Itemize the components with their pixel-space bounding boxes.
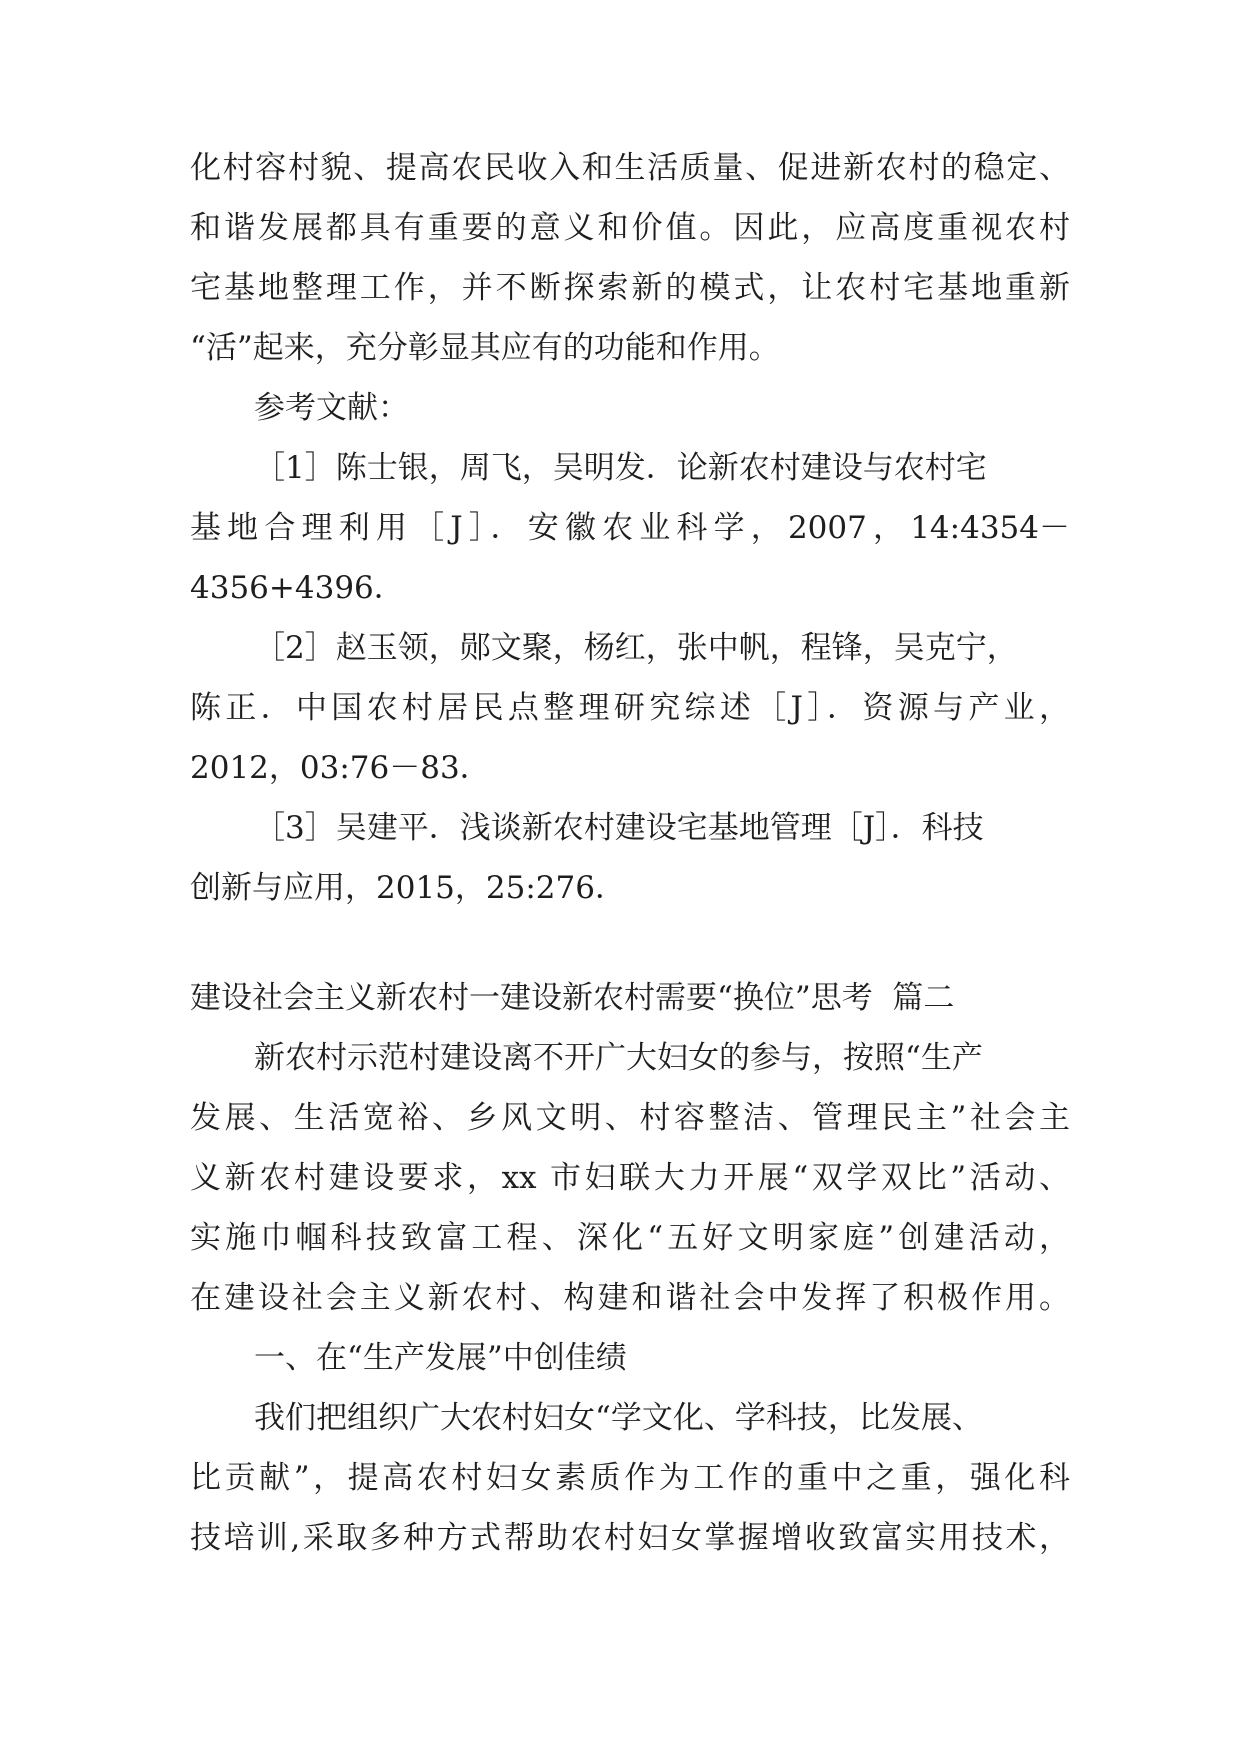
reference-item-cont: 2012，03:76－83． (190, 750, 491, 786)
text-line: 化村容村貌、提高农民收入和生活质量、促进新农村的稳定、 (190, 150, 1070, 186)
text-line: “活”起来，充分彰显其应有的功能和作用。 (190, 330, 780, 366)
text-line: 和谐发展都具有重要的意义和价值。因此，应高度重视农村 (190, 210, 1070, 246)
references-heading: 参考文献： (254, 390, 409, 426)
subsection-heading: 一、在“生产发展”中创佳绩 (254, 1340, 627, 1376)
text-line: 发展、生活宽裕、乡风文明、村容整洁、管理民主”社会主 (190, 1100, 1070, 1136)
reference-item: ［3］吴建平．浅谈新农村建设宅基地管理［J］．科技 (254, 810, 984, 846)
text-line: 比贡献”，提高农村妇女素质作为工作的重中之重，强化科 (190, 1460, 1070, 1496)
reference-item-cont: 陈正．中国农村居民点整理研究综述［J］．资源与产业， (190, 690, 1070, 726)
text-line: 新农村示范村建设离不开广大妇女的参与，按照“生产 (254, 1040, 983, 1076)
reference-item: ［2］赵玉领，郧文聚，杨红，张中帆，程锋，吴克宁， (254, 630, 1018, 666)
text-line: 义新农村建设要求，xx 市妇联大力开展“双学双比”活动、 (190, 1160, 1070, 1196)
text-line: 实施巾帼科技致富工程、深化“五好文明家庭”创建活动， (190, 1220, 1070, 1256)
reference-item: ［1］陈士银，周飞，吴明发．论新农村建设与农村宅 (254, 450, 987, 486)
text-line: 在建设社会主义新农村、构建和谐社会中发挥了积极作用。 (190, 1280, 1070, 1316)
text-line: 我们把组织广大农村妇女“学文化、学科技，比发展、 (254, 1400, 983, 1436)
text-line: 宅基地整理工作，并不断探索新的模式，让农村宅基地重新 (190, 270, 1070, 306)
reference-item-cont: 基地合理利用［J］．安徽农业科学，2007，14:4354－ (190, 510, 1070, 546)
text-line: 技培训,采取多种方式帮助农村妇女掌握增收致富实用技术， (190, 1520, 1070, 1556)
reference-item-cont: 4356+4396． (190, 570, 405, 606)
reference-item-cont: 创新与应用，2015，25:276． (190, 870, 626, 906)
section-title: 建设社会主义新农村一建设新农村需要“换位”思考 篇二 (190, 980, 955, 1016)
